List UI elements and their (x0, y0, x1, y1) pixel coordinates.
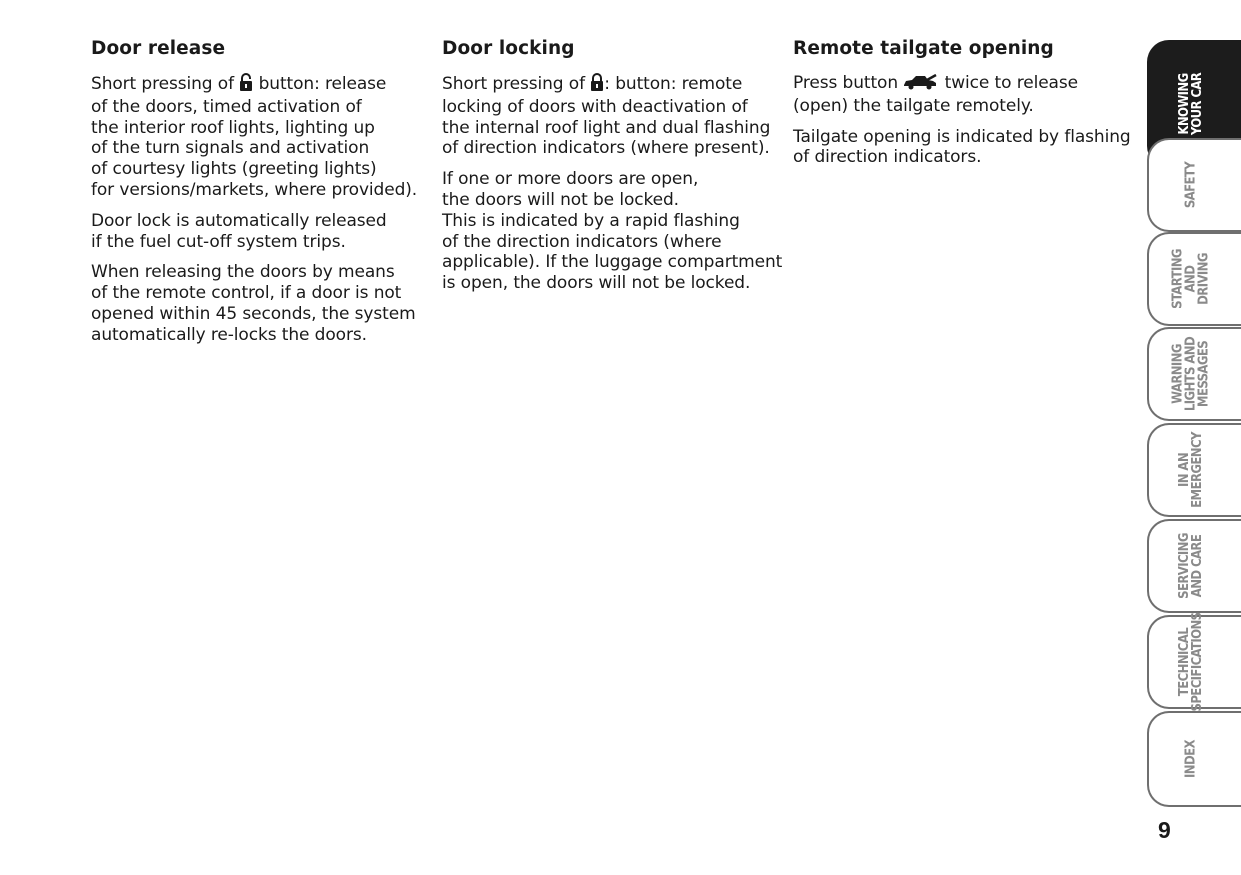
text-line (91, 73, 421, 97)
text-line: of direction indicators. (793, 147, 982, 168)
body-paragraph (793, 73, 1133, 117)
tab-label-text: TECHNICAL SPECIFICATIONS (1177, 612, 1205, 712)
tab-technical-specifications[interactable] (1147, 612, 1241, 712)
tab-index[interactable] (1147, 711, 1241, 807)
text-line: the interior roof lights, lighting up (91, 117, 375, 138)
tab-starting-and-driving[interactable] (1147, 232, 1241, 326)
body-paragraph (793, 127, 1133, 169)
text-line: of the remote control, if a door is not (91, 283, 402, 304)
column-door-release (91, 38, 421, 356)
column-door-locking (442, 38, 783, 304)
text-line: automatically re-locks the doors. (91, 324, 367, 345)
tailgate-car-icon (903, 74, 939, 96)
text-line: of courtesy lights (greeting lights) (91, 159, 377, 180)
text-line: the internal roof light and dual flashing (442, 117, 771, 138)
tab-label-text: SAFETY (1183, 161, 1199, 209)
text-line (793, 73, 1133, 96)
tab-in-an-emergency[interactable] (1147, 423, 1241, 517)
tab-warning-lights[interactable] (1147, 327, 1241, 421)
text-line: of the direction indicators (where (442, 231, 722, 252)
tab-label-text: WARNING LIGHTS AND MESSAGES (1170, 336, 1212, 412)
tab-label-text: KNOWING YOUR CAR (1177, 72, 1205, 136)
tab-label-text: STARTING AND DRIVING (1170, 249, 1212, 309)
body-paragraph (442, 169, 783, 294)
column-remote-tailgate (793, 38, 1133, 178)
text-line: opened within 45 seconds, the system (91, 303, 416, 324)
text-line: (open) the tailgate remotely. (793, 95, 1034, 116)
text-line: if the fuel cut-off system trips. (91, 231, 346, 252)
text-fragment: Short pressing of (91, 74, 240, 94)
text-line: When releasing the doors by means (91, 262, 395, 283)
tab-safety[interactable] (1147, 138, 1241, 232)
text-fragment: : button: remote (604, 74, 743, 94)
text-line: applicable). If the luggage compartment (442, 252, 783, 273)
tab-label-text: INDEX (1183, 740, 1199, 778)
text-line: If one or more doors are open, (442, 169, 699, 190)
body-paragraph (442, 73, 772, 159)
tab-label-text: SERVICING AND CARE (1177, 533, 1205, 599)
text-line: of direction indicators (where present). (442, 138, 770, 159)
lock-padlock-icon (590, 73, 604, 97)
page-number: 9 (1158, 817, 1171, 843)
section-heading: Door locking (442, 38, 575, 59)
section-heading: Remote tailgate opening (793, 38, 1054, 59)
unlock-padlock-icon (239, 73, 253, 97)
text-line: of the doors, timed activation of (91, 96, 362, 117)
text-line: Door lock is automatically released (91, 210, 387, 231)
text-line: is open, the doors will not be locked. (442, 273, 751, 294)
body-paragraph (91, 73, 421, 201)
text-line (442, 73, 772, 97)
section-heading: Door release (91, 38, 226, 59)
text-fragment: Short pressing of (442, 74, 591, 94)
text-fragment: twice to release (939, 73, 1078, 93)
text-line: Tailgate opening is indicated by flashing (793, 126, 1131, 147)
text-line: for versions/markets, where provided). (91, 179, 418, 200)
body-paragraph (91, 211, 421, 253)
text-fragment: Press button (793, 73, 904, 93)
text-line: locking of doors with deactivation of (442, 96, 748, 117)
text-line: This is indicated by a rapid flashing (442, 210, 740, 231)
tab-label-text: IN AN EMERGENCY (1177, 432, 1205, 508)
body-paragraph (91, 262, 421, 345)
text-line: of the turn signals and activation (91, 138, 370, 159)
text-line: the doors will not be locked. (442, 189, 679, 210)
text-fragment: button: release (253, 74, 387, 94)
tab-servicing-and-care[interactable] (1147, 519, 1241, 613)
